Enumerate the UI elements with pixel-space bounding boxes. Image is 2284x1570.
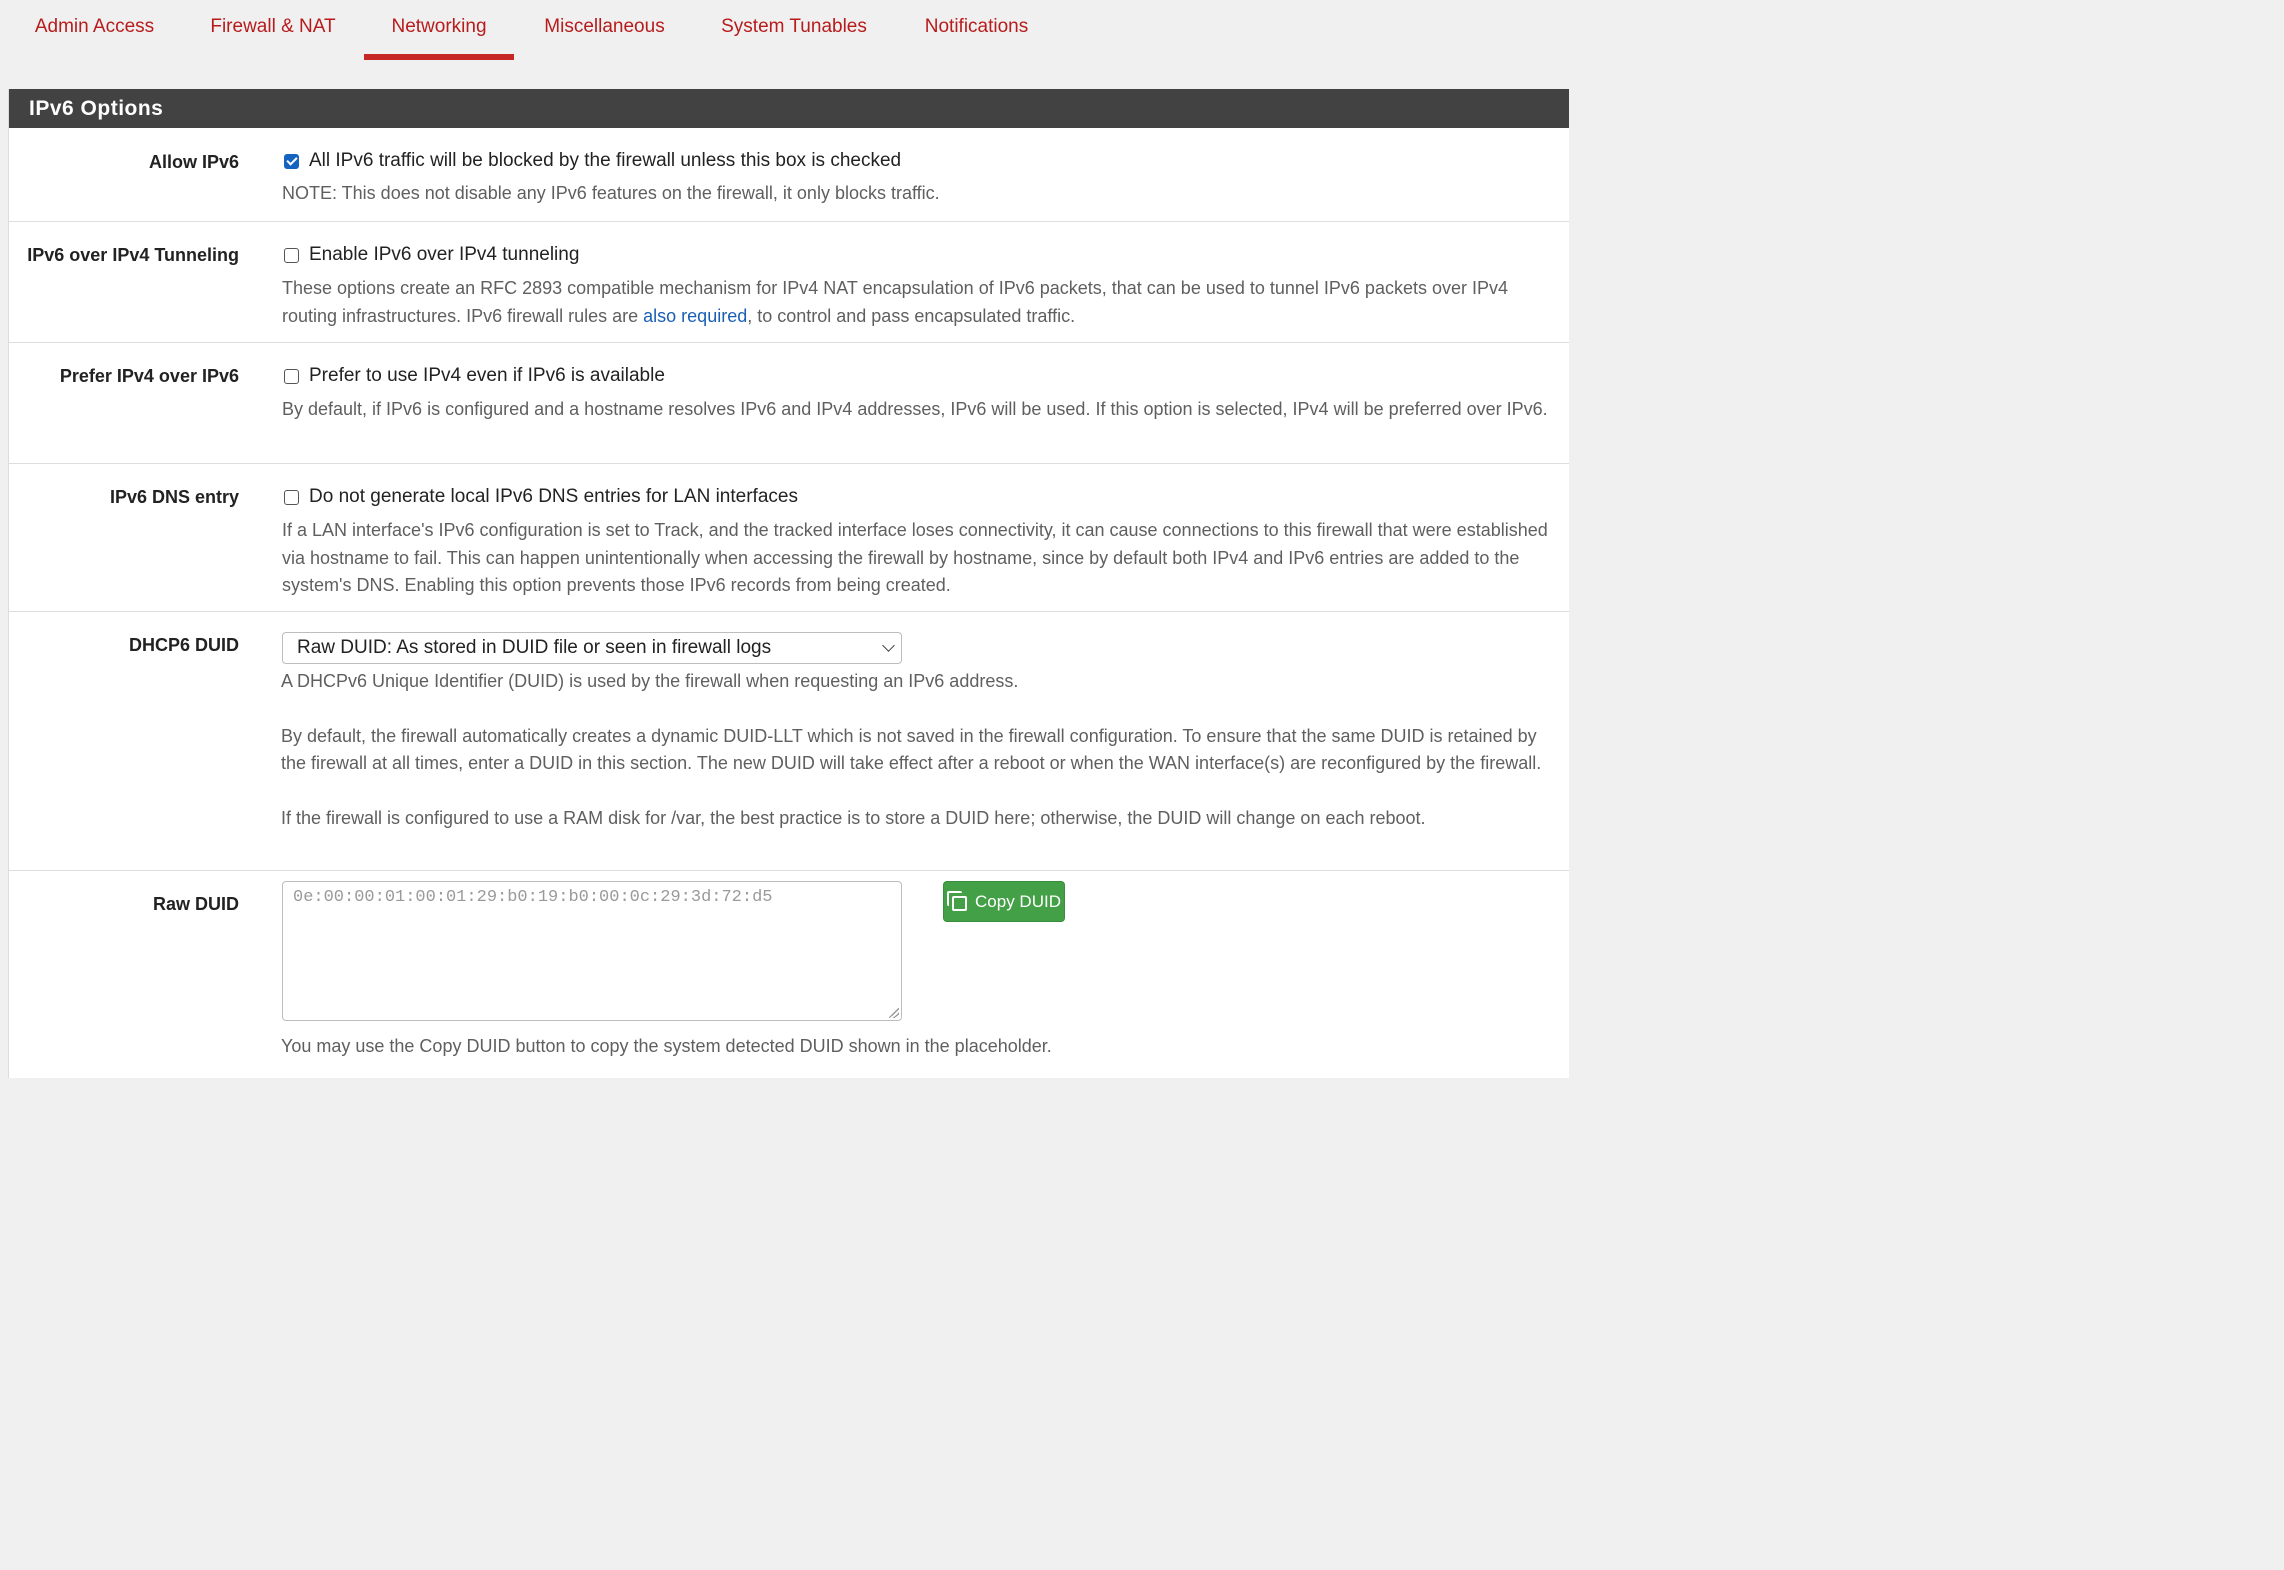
help-text-part: These options create an RFC 2893 compatible mechanism for IPv4 NAT encapsulation of IPv6 packets, that can be used to tunnel IPv6 packets over IPv4 routing infrastructures. IPv6 firewall rules are — [282, 278, 1509, 326]
checkbox-label: Enable IPv6 over IPv4 tunneling — [309, 244, 580, 265]
copy-duid-button[interactable] — [943, 881, 1065, 922]
raw-duid-textarea[interactable] — [282, 881, 902, 1021]
help-text: A DHCPv6 Unique Identifier (DUID) is used by the firewall when requesting an IPv6 address. — [281, 671, 1019, 691]
row-dhcp6-duid — [9, 612, 1569, 871]
tab-system-tunables[interactable]: System Tunables — [721, 16, 867, 37]
row-allow-ipv6 — [9, 128, 1569, 222]
duid-type-select[interactable] — [282, 632, 902, 664]
help-text-part: , to control and pass encapsulated traffic. — [747, 305, 1076, 326]
tab-miscellaneous[interactable]: Miscellaneous — [544, 16, 665, 37]
prefer-ipv4-checkbox[interactable] — [284, 369, 299, 384]
row-ipv6-over-ipv4 — [9, 222, 1569, 343]
row-label: DHCP6 DUID — [128, 635, 239, 655]
row-raw-duid — [9, 871, 1569, 1078]
help-text: NOTE: This does not disable any IPv6 features on the firewall, it only blocks traffic. — [282, 183, 940, 203]
ipv6-over-ipv4-checkbox-line[interactable] — [282, 243, 1559, 267]
tab-admin-access[interactable]: Admin Access — [34, 16, 155, 37]
row-label: Prefer IPv4 over IPv6 — [59, 366, 239, 386]
help-text: You may use the Copy DUID button to copy the system detected DUID shown in the placeholder. — [281, 1036, 1052, 1056]
row-label: IPv6 over IPv4 Tunneling — [27, 245, 239, 265]
row-label: IPv6 DNS entry — [109, 487, 239, 507]
ipv6-over-ipv4-checkbox[interactable] — [284, 248, 299, 263]
help-text: If the firewall is configured to use a RAM disk for /var, the best practice is to store a DUID here; otherwise, the DUID will change on each reboot. — [281, 807, 1426, 828]
checkbox-label: Do not generate local IPv6 DNS entries for LAN interfaces — [309, 486, 798, 507]
tab-notifications[interactable]: Notifications — [924, 16, 1029, 37]
checkbox-label: All IPv6 traffic will be blocked by the firewall unless this box is checked — [309, 150, 902, 171]
copy-icon — [947, 891, 969, 913]
checkbox-label: Prefer to use IPv4 even if IPv6 is available — [309, 365, 665, 386]
help-text: If a LAN interface's IPv6 configuration is set to Track, and the tracked interface loses connectivity, it can cause connections to this firewall that were established via hostname to fail. This can happen unintentionally when accessing the firewall by hostname, since by default both IPv4 and IPv6 entries are added to the system's DNS. Enabling this option prevents those IPv6 records from being created. — [282, 520, 1548, 595]
tab-networking[interactable]: Networking — [364, 0, 514, 60]
panel-title: IPv6 Options — [9, 89, 1569, 128]
row-prefer-ipv4 — [9, 343, 1569, 464]
help-text — [282, 275, 1559, 330]
tab-bar — [0, 0, 1568, 62]
tab-firewall-nat[interactable]: Firewall & NAT — [210, 16, 336, 37]
row-label: Raw DUID — [152, 894, 239, 914]
prefer-ipv4-checkbox-line[interactable] — [282, 364, 1559, 388]
select-value: Raw DUID: As stored in DUID file or seen in firewall logs — [297, 637, 772, 658]
ipv6-dns-checkbox-line[interactable] — [282, 485, 1559, 509]
row-ipv6-dns — [9, 464, 1569, 612]
ipv6-options-panel — [8, 89, 1569, 1078]
textarea-placeholder: 0e:00:00:01:00:01:29:b0:19:b0:00:0c:29:3d:72:d5 — [293, 888, 773, 907]
allow-ipv6-checkbox-line[interactable] — [282, 149, 1559, 173]
help-text: By default, if IPv6 is configured and a hostname resolves IPv6 and IPv4 addresses, IPv6 will be used. If this option is selected, IPv4 will be preferred over IPv6. — [282, 399, 1548, 419]
also-required-link[interactable]: also required — [643, 305, 748, 326]
allow-ipv6-checkbox[interactable] — [284, 154, 299, 169]
row-label: Allow IPv6 — [148, 152, 239, 172]
help-text: By default, the firewall automatically creates a dynamic DUID-LLT which is not saved in the firewall configuration. To ensure that the same DUID is retained by the firewall at all times, enter a DUID in this section. The new DUID will take effect after a reboot or when the WAN interface(s) are reconfigured by the firewall. — [281, 725, 1542, 773]
ipv6-dns-checkbox[interactable] — [284, 490, 299, 505]
resize-handle-icon[interactable] — [889, 1008, 899, 1018]
button-label: Copy DUID — [975, 891, 1061, 911]
chevron-down-icon — [882, 639, 895, 652]
